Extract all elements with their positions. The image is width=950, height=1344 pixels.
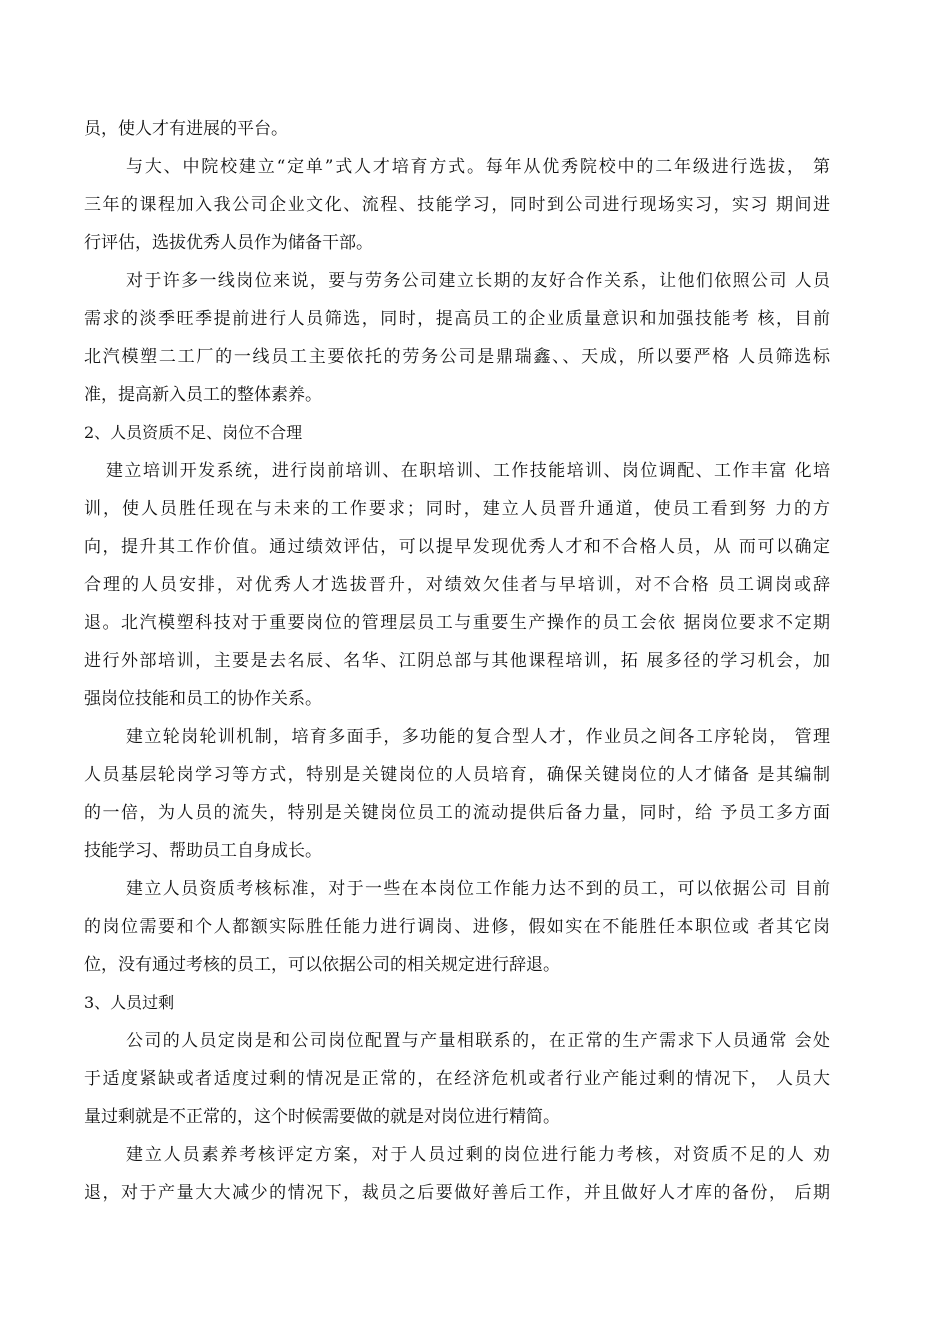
- paragraph-line: 人员基层轮岗学习等方式，特别是关键岗位的人员培育，确保关键岗位的人才储备 是其编制: [84, 765, 830, 785]
- paragraph-line: 于适度紧缺或者适度过剩的情况是正常的，在经济危机或者行业产能过剩的情况下， 人员大: [84, 1069, 830, 1089]
- paragraph-line: 与大、中院校建立“定单”式人才培育方式。每年从优秀院校中的二年级进行选拔， 第: [126, 157, 830, 177]
- paragraph-line: 准，提高新入员工的整体素养。: [84, 385, 322, 405]
- paragraph-line: 北汽模塑二工厂的一线员工主要依托的劳务公司是鼎瑞鑫、、天成，所以要严格 人员筛选标: [84, 347, 830, 367]
- section-heading: 3、人员过剩: [84, 993, 175, 1012]
- paragraph-line: 合理的人员安排，对优秀人才选拔晋升，对绩效欠佳者与早培训，对不合格 员工调岗或辞: [84, 575, 830, 595]
- paragraph-line: 建立人员资质考核标准，对于一些在本岗位工作能力达不到的员工，可以依据公司 目前: [126, 879, 830, 899]
- paragraph-line: 退，对于产量大大减少的情况下，裁员之后要做好善后工作，并且做好人才库的备份， 后期: [84, 1183, 830, 1203]
- paragraph-line: 公司的人员定岗是和公司岗位配置与产量相联系的，在正常的生产需求下人员通常 会处: [126, 1031, 830, 1051]
- section-heading: 2、人员资质不足、岗位不合理: [84, 423, 303, 442]
- paragraph-line: 行评估，选拔优秀人员作为储备干部。: [84, 233, 373, 253]
- paragraph-line: 向，提升其工作价值。通过绩效评估，可以提早发现优秀人才和不合格人员，从 而可以确定: [84, 537, 830, 557]
- paragraph-line: 建立培训开发系统，进行岗前培训、在职培训、工作技能培训、岗位调配、工作丰富 化培: [106, 461, 830, 481]
- paragraph-line: 需求的淡季旺季提前进行人员筛选，同时，提高员工的企业质量意识和加强技能考 核，目前: [84, 309, 830, 329]
- paragraph-line: 三年的课程加入我公司企业文化、流程、技能学习，同时到公司进行现场实习，实习 期间进: [84, 195, 830, 215]
- paragraph-line: 对于许多一线岗位来说，要与劳务公司建立长期的友好合作关系，让他们依照公司 人员: [126, 271, 830, 291]
- paragraph-line: 技能学习、帮助员工自身成长。: [84, 841, 322, 861]
- paragraph-line: 建立人员素养考核评定方案，对于人员过剩的岗位进行能力考核，对资质不足的人 劝: [126, 1145, 830, 1165]
- paragraph-line: 退。北汽模塑科技对于重要岗位的管理层员工与重要生产操作的员工会依 据岗位要求不定期: [84, 613, 830, 633]
- paragraph-line: 建立轮岗轮训机制，培育多面手，多功能的复合型人才，作业员之间各工序轮岗， 管理: [126, 727, 830, 747]
- paragraph-line: 员，使人才有进展的平台。: [84, 119, 288, 139]
- paragraph-line: 进行外部培训，主要是去名辰、名华、江阴总部与其他课程培训，拓 展多径的学习机会，加: [84, 651, 830, 671]
- paragraph-line: 量过剩就是不正常的，这个时候需要做的就是对岗位进行精简。: [84, 1107, 560, 1127]
- paragraph-line: 的岗位需要和个人都额实际胜任能力进行调岗、进修，假如实在不能胜任本职位或 者其它岗: [84, 917, 830, 937]
- paragraph-line: 训，使人员胜任现在与未来的工作要求；同时，建立人员晋升通道，使员工看到努 力的方: [84, 499, 830, 519]
- paragraph-line: 位，没有通过考核的员工，可以依据公司的相关规定进行辞退。: [84, 955, 560, 975]
- paragraph-line: 的一倍，为人员的流失，特别是关键岗位员工的流动提供后备力量，同时，给 予员工多方面: [84, 803, 830, 823]
- paragraph-line: 强岗位技能和员工的协作关系。: [84, 689, 322, 709]
